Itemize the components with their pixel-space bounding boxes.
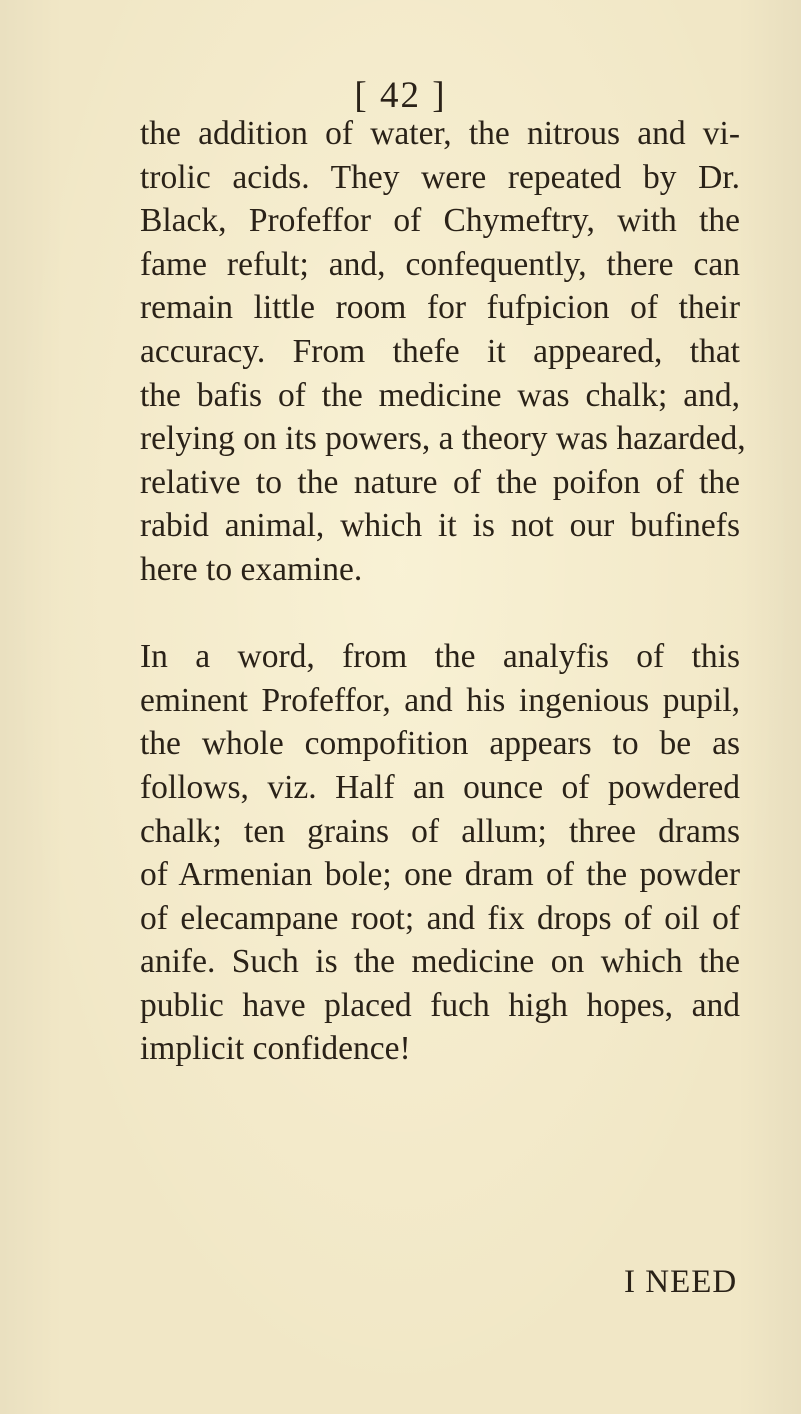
text-line: the whole compofition appears to be as <box>140 725 740 763</box>
paragraph-gap <box>140 592 740 636</box>
text-line: trolic acids. They were repeated by Dr. <box>140 158 740 196</box>
text-line: fame refult; and, confequently, there can <box>140 245 740 283</box>
text-line: implicit confidence! <box>140 1030 411 1068</box>
text-line: In a word, from the analyfis of this <box>140 638 740 676</box>
paragraph-1 <box>140 112 746 592</box>
text-line: public have placed fuch high hopes, and <box>140 986 740 1024</box>
text-line: Black, Profeffor of Chymeftry, with the <box>140 202 740 240</box>
text-line: relative to the nature of the poifon of the <box>140 463 740 501</box>
catchword: I NEED <box>624 1264 738 1300</box>
text-line: remain little room for fufpicion of their <box>140 289 740 327</box>
body-text <box>140 112 746 1071</box>
text-line: of Armenian bole; one dram of the powder <box>140 856 740 894</box>
page-number: [ 42 ] <box>354 75 447 116</box>
text-line: rabid animal, which it is not our bufinefs <box>140 507 740 545</box>
text-line: the bafis of the medicine was chalk; and, <box>140 376 740 414</box>
text-line: relying on its powers, a theory was hazarded, <box>140 420 746 458</box>
paragraph-2 <box>140 635 740 1071</box>
text-line: follows, viz. Half an ounce of powdered <box>140 768 740 806</box>
text-line: accuracy. From thefe it appeared, that <box>140 332 740 370</box>
text-line: eminent Profeffor, and his ingenious pupil, <box>140 681 740 719</box>
text-line: anife. Such is the medicine on which the <box>140 943 740 981</box>
text-line: the addition of water, the nitrous and vi- <box>140 115 740 152</box>
text-line: chalk; ten grains of allum; three drams <box>140 812 740 850</box>
text-line: of elecampane root; and fix drops of oil of <box>140 899 740 937</box>
text-line: here to examine. <box>140 550 363 588</box>
